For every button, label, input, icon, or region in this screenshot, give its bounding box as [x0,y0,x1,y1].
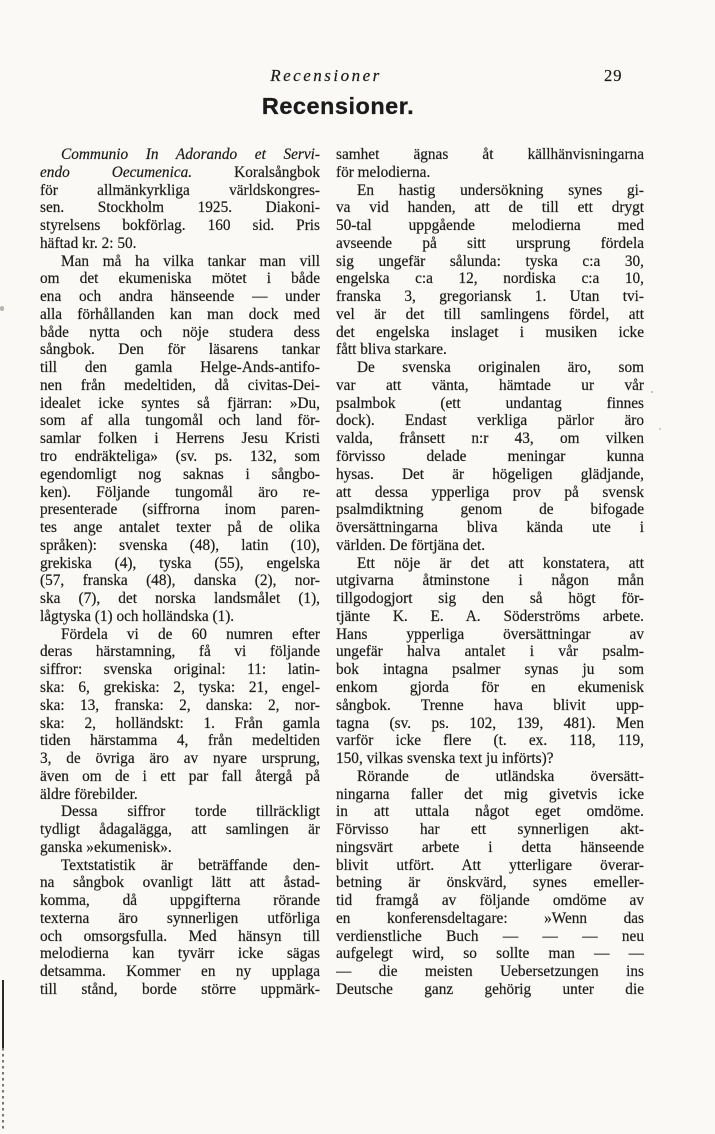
text-line: ska: 6, grekiska: 2, tyska: 21, engel- [40,678,320,696]
text-line: förvisso delade meningar kunna [336,448,644,466]
text-line: lågtyska (1) och holländska (1). [40,607,235,625]
text-line: va vid handen, att de till ett drygt [336,199,644,217]
text-line: en konferensdeltagare: »Wenn das [336,909,644,927]
text-line: tjänte K. E. A. Söderströms arbete. [336,607,644,625]
text-line: häftad kr. 2: 50. [40,234,137,252]
text-line: grekiska (4), tyska (55), engelska [40,554,320,572]
text-line: och omsorgsfulla. Med hänsyn till [40,927,320,945]
text-line: texterna äro synnerligen utförliga [40,909,320,927]
text-line: tydligt ådagalägga, att samlingen är [40,821,320,839]
text-line: na sångbok ovanligt lätt att åstad- [40,874,320,892]
text-line: språken): svenska (48), latin (10), [40,536,320,554]
text-line: idealet icke syntes så fjärran: »Du, [40,394,320,412]
text-line: samlar folken i Herrens Jesu Kristi [40,430,320,448]
text-line: hysas. Det är högeligen glädjande, [336,465,644,483]
text-line: vel är det till samlingens fördel, att [336,305,644,323]
text-line: melodierna kan tyvärr icke sägas [40,945,320,963]
text-line: varför icke flere (t. ex. 118, 119, [336,732,644,750]
text-line: ska: 13, franska: 2, danska: 2, nor- [40,696,320,714]
text-line: 150, vilkas svenska text ju införts)? [336,750,554,768]
text-line: nen från medeltiden, då civitas-Dei- [40,376,320,394]
text-line: för allmänkyrkliga världskongres- [40,181,320,199]
text-line: egendomligt nog saknas i sångbo- [40,465,320,483]
text-line: som af alla tungomål och land för- [40,412,320,430]
text-line: fått bliva starkare. [336,341,447,359]
text-line: för melodierna. [336,163,431,181]
text-line: översättningarna bliva kända ute i [336,519,644,537]
text-line: in att uttala något eget omdöme. [336,803,644,821]
text-column-right [336,146,644,999]
text-line: det engelska inslaget i musiken icke [336,323,644,341]
text-line: tagna (sv. ps. 102, 139, 481). Men [336,714,644,732]
text-line: 50-tal uppgående melodierna med [336,217,644,235]
text-line: ska: 2, holländskt: 1. Från gamla [40,714,320,732]
text-line: världen. De förtjäna det. [336,536,486,554]
text-line: — die meisten Uebersetzungen ins [336,963,644,981]
text-line: tes ange antalet texter på de olika [40,519,320,537]
text-line: ungefär halva antalet i vår psalm- [336,643,644,661]
text-line: bok intagna psalmer synas ju som [336,661,644,679]
scan-artifact-line [2,980,4,1048]
text-line: detsamma. Kommer en ny upplaga [40,963,320,981]
text-line: psalmdiktning genom de bifogade [336,501,644,519]
text-line: betning är önskvärd, synes emeller- [336,874,644,892]
text-line: avseende på sitt ursprung fördela [336,234,644,252]
scan-artifact-line-dotted [2,1048,4,1132]
text-line: engelska c:a 12, nordiska c:a 10, [336,270,644,288]
text-line: Deutsche ganz gehörig unter die [336,980,644,998]
text-column-left [40,146,320,999]
text-line: alla förhållanden kan man dock med [40,305,320,323]
text-line: Fördela vi de 60 numren efter [61,625,320,643]
text-line: dock). Endast verkliga pärlor äro [336,412,644,430]
text-line: sen. Stockholm 1925. Diakoni- [40,199,320,217]
text-line: psalmbok (ett undantag finnes [336,394,644,412]
text-line: komma, då uppgifterna rörande [40,892,320,910]
text-line: utgivarna åtminstone i någon mån [336,572,644,590]
text-line: sångbok. Trenne hava blivit upp- [336,696,644,714]
scan-smudge [0,306,4,311]
text-line: äldre förebilder. [40,785,138,803]
text-line: tro endräkteliga» (sv. ps. 132, som [40,448,320,466]
text-line: blivit utfört. Att ytterligare överar- [336,856,644,874]
text-line: ena och andra hänseende — under [40,288,320,306]
text-line: ningarna faller det mig givetvis icke [336,785,644,803]
text-line: Rörande de utländska översätt- [357,767,644,785]
text-line: både nytta och nöje studera dess [40,323,320,341]
text-line: Man må ha vilka tankar man vill [61,252,320,270]
text-line: presenterade (siffrorna inom paren- [40,501,320,519]
text-line: till stånd, borde större uppmärk- [40,980,320,998]
text-line: sångbok. Den för läsarens tankar [40,341,320,359]
text-line: tiden härstamma 4, från medeltiden [40,732,320,750]
scan-speck [651,391,653,393]
text-line: En hastig undersökning synes gi- [357,181,644,199]
text-line: att dessa ypperliga prov på svensk [336,483,644,501]
scan-speck [659,428,661,430]
text-line: aufgelegt wird, so sollte man — — [336,945,644,963]
text-line: verdienstliche Buch — — — neu [336,927,644,945]
text-line: Dessa siffror torde tillräckligt [61,803,320,821]
text-line: deras härstamning, få vi följande [40,643,320,661]
text-line: sig ungefär sålunda: tyska c:a 30, [336,252,644,270]
text-line: franska 3, gregoriansk 1. Utan tvi- [336,288,644,306]
text-line: styrelsens bokförlag. 160 sid. Pris [40,217,320,235]
text-line: tid framgå av följande omdöme av [336,892,644,910]
text-line: Hans ypperliga översättningar av [336,625,644,643]
text-line: även om de i ett par fall återgå på [40,767,320,785]
text-line: endo Oecumenica. Koralsångbok [40,163,320,181]
text-line: ska (7), det norska landsmålet (1), [40,590,320,608]
text-line: Textstatistik är beträffande den- [61,856,320,874]
text-line: valda, frånsett n:r 43, om vilken [336,430,644,448]
text-line: Ett nöje är det att konstatera, att [357,554,644,572]
text-line: ken). Följande tungomål äro re- [40,483,320,501]
text-line: Förvisso har ett synnerligen akt- [336,821,644,839]
text-line: Communio In Adorando et Servi- [61,146,320,163]
text-line: tillgodogjort sig den så högt för- [336,590,644,608]
text-line: ganska »ekumenisk». [40,838,172,856]
text-line: siffror: svenska original: 11: latin- [40,661,320,679]
text-line: till den gamla Helge-Ands-antifo- [40,359,320,377]
section-heading: Recensioner. [261,93,415,119]
running-header: Recensioner [270,66,382,85]
page-number: 29 [604,66,623,85]
text-line: De svenska originalen äro, som [357,359,644,377]
text-line: var att vänta, hämtade ur vår [336,376,644,394]
text-line: enkom gjorda för en ekumenisk [336,678,644,696]
text-line: om det ekumeniska mötet i både [40,270,320,288]
text-line: samhet ägnas åt källhänvisningarna [336,146,644,163]
text-line: (57, franska (48), danska (2), nor- [40,572,320,590]
text-line: 3, de övriga äro av nyare ursprung, [40,750,320,768]
text-line: ningsvärt arbete i detta hänseende [336,838,644,856]
